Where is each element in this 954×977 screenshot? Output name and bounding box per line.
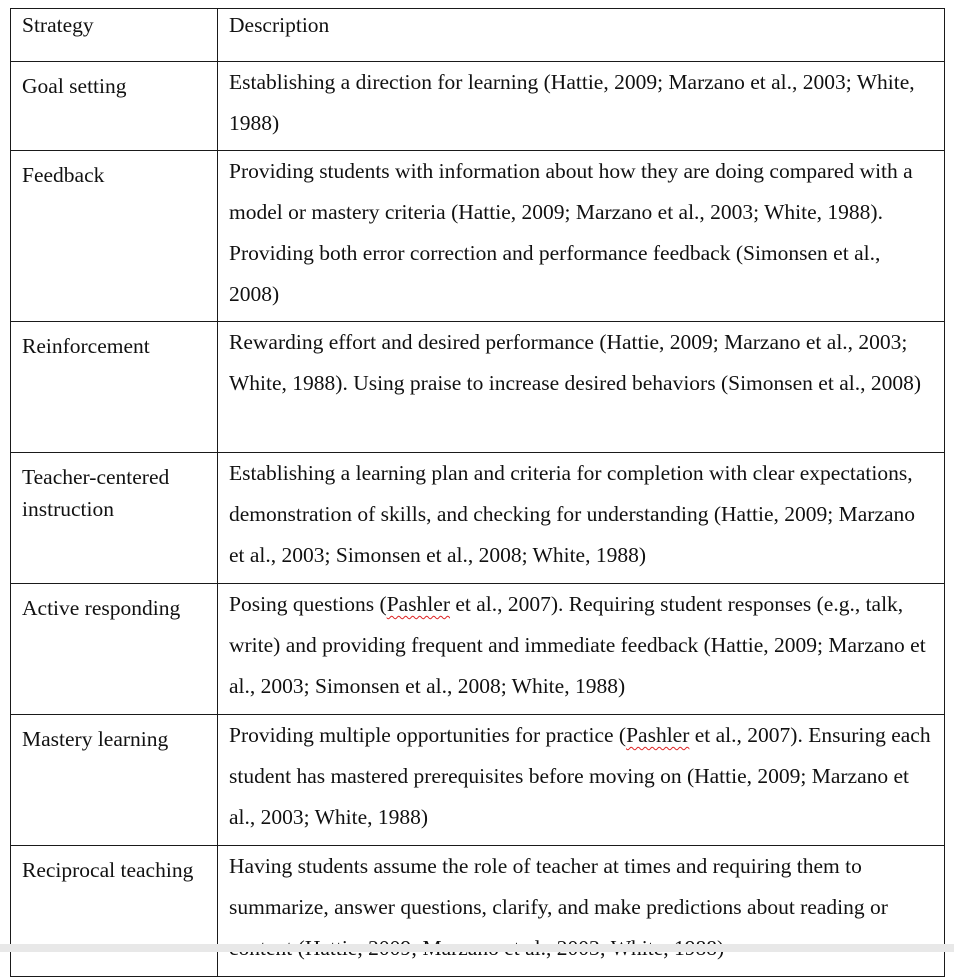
strategy-cell: Mastery learning — [11, 715, 218, 846]
strategy-cell: Goal setting — [11, 62, 218, 151]
description-cell: Providing students with information about how they are doing compared with a model or mastery criteria (Hattie, 2009; Marzano et al., 2003; White, 1988). Providing both error correction and performance feedback (Simonsen et al., 2008) — [218, 151, 945, 322]
spellcheck-word: Pashler — [626, 723, 690, 747]
description-text: et al., 2007). Ensuring each student has mastered prerequisites before moving on (Hattie, 2009; Marzano et al., 2003; White, 1988) — [229, 723, 931, 829]
strategy-cell: Reinforcement — [11, 322, 218, 453]
description-cell: Establishing a direction for learning (Hattie, 2009; Marzano et al., 2003; White, 1988) — [218, 62, 945, 151]
table-row — [11, 322, 945, 453]
bottom-edge — [0, 944, 954, 952]
table-row — [11, 453, 945, 584]
table-row — [11, 151, 945, 322]
description-text: Providing multiple opportunities for practice ( — [229, 723, 627, 747]
spellcheck-word: Pashler — [386, 592, 450, 616]
strategy-cell: Teacher-centered instruction — [11, 453, 218, 584]
table-row — [11, 62, 945, 151]
strategies-table — [10, 8, 945, 977]
table-header-row — [11, 9, 945, 62]
table-row — [11, 715, 945, 846]
table-row — [11, 846, 945, 977]
table-row — [11, 584, 945, 715]
description-cell — [218, 715, 945, 846]
description-cell: Establishing a learning plan and criteria for completion with clear expectations, demonstration of skills, and checking for understanding (Hattie, 2009; Marzano et al., 2003; Simonsen et al., 2008; White, 1988) — [218, 453, 945, 584]
strategy-cell: Feedback — [11, 151, 218, 322]
description-text: Posing questions ( — [229, 592, 387, 616]
strategy-cell: Reciprocal teaching — [11, 846, 218, 977]
description-cell — [218, 584, 945, 715]
description-text: et al., 2007). Requiring student responses (e.g., talk, write) and providing frequent and immediate feedback (Hattie, 2009; Marzano et al., 2003; Simonsen et al., 2008; White, 1988) — [229, 592, 926, 698]
description-cell: Having students assume the role of teacher at times and requiring them to summarize, answer questions, clarify, and make predictions about reading or — [218, 846, 945, 977]
description-cell: Rewarding effort and desired performance (Hattie, 2009; Marzano et al., 2003; White, 1988). Using praise to increase desired behaviors (Simonsen et al., 2008) — [218, 322, 945, 453]
header-description: Description — [218, 9, 945, 62]
header-strategy: Strategy — [11, 9, 218, 62]
strategy-cell: Active responding — [11, 584, 218, 715]
